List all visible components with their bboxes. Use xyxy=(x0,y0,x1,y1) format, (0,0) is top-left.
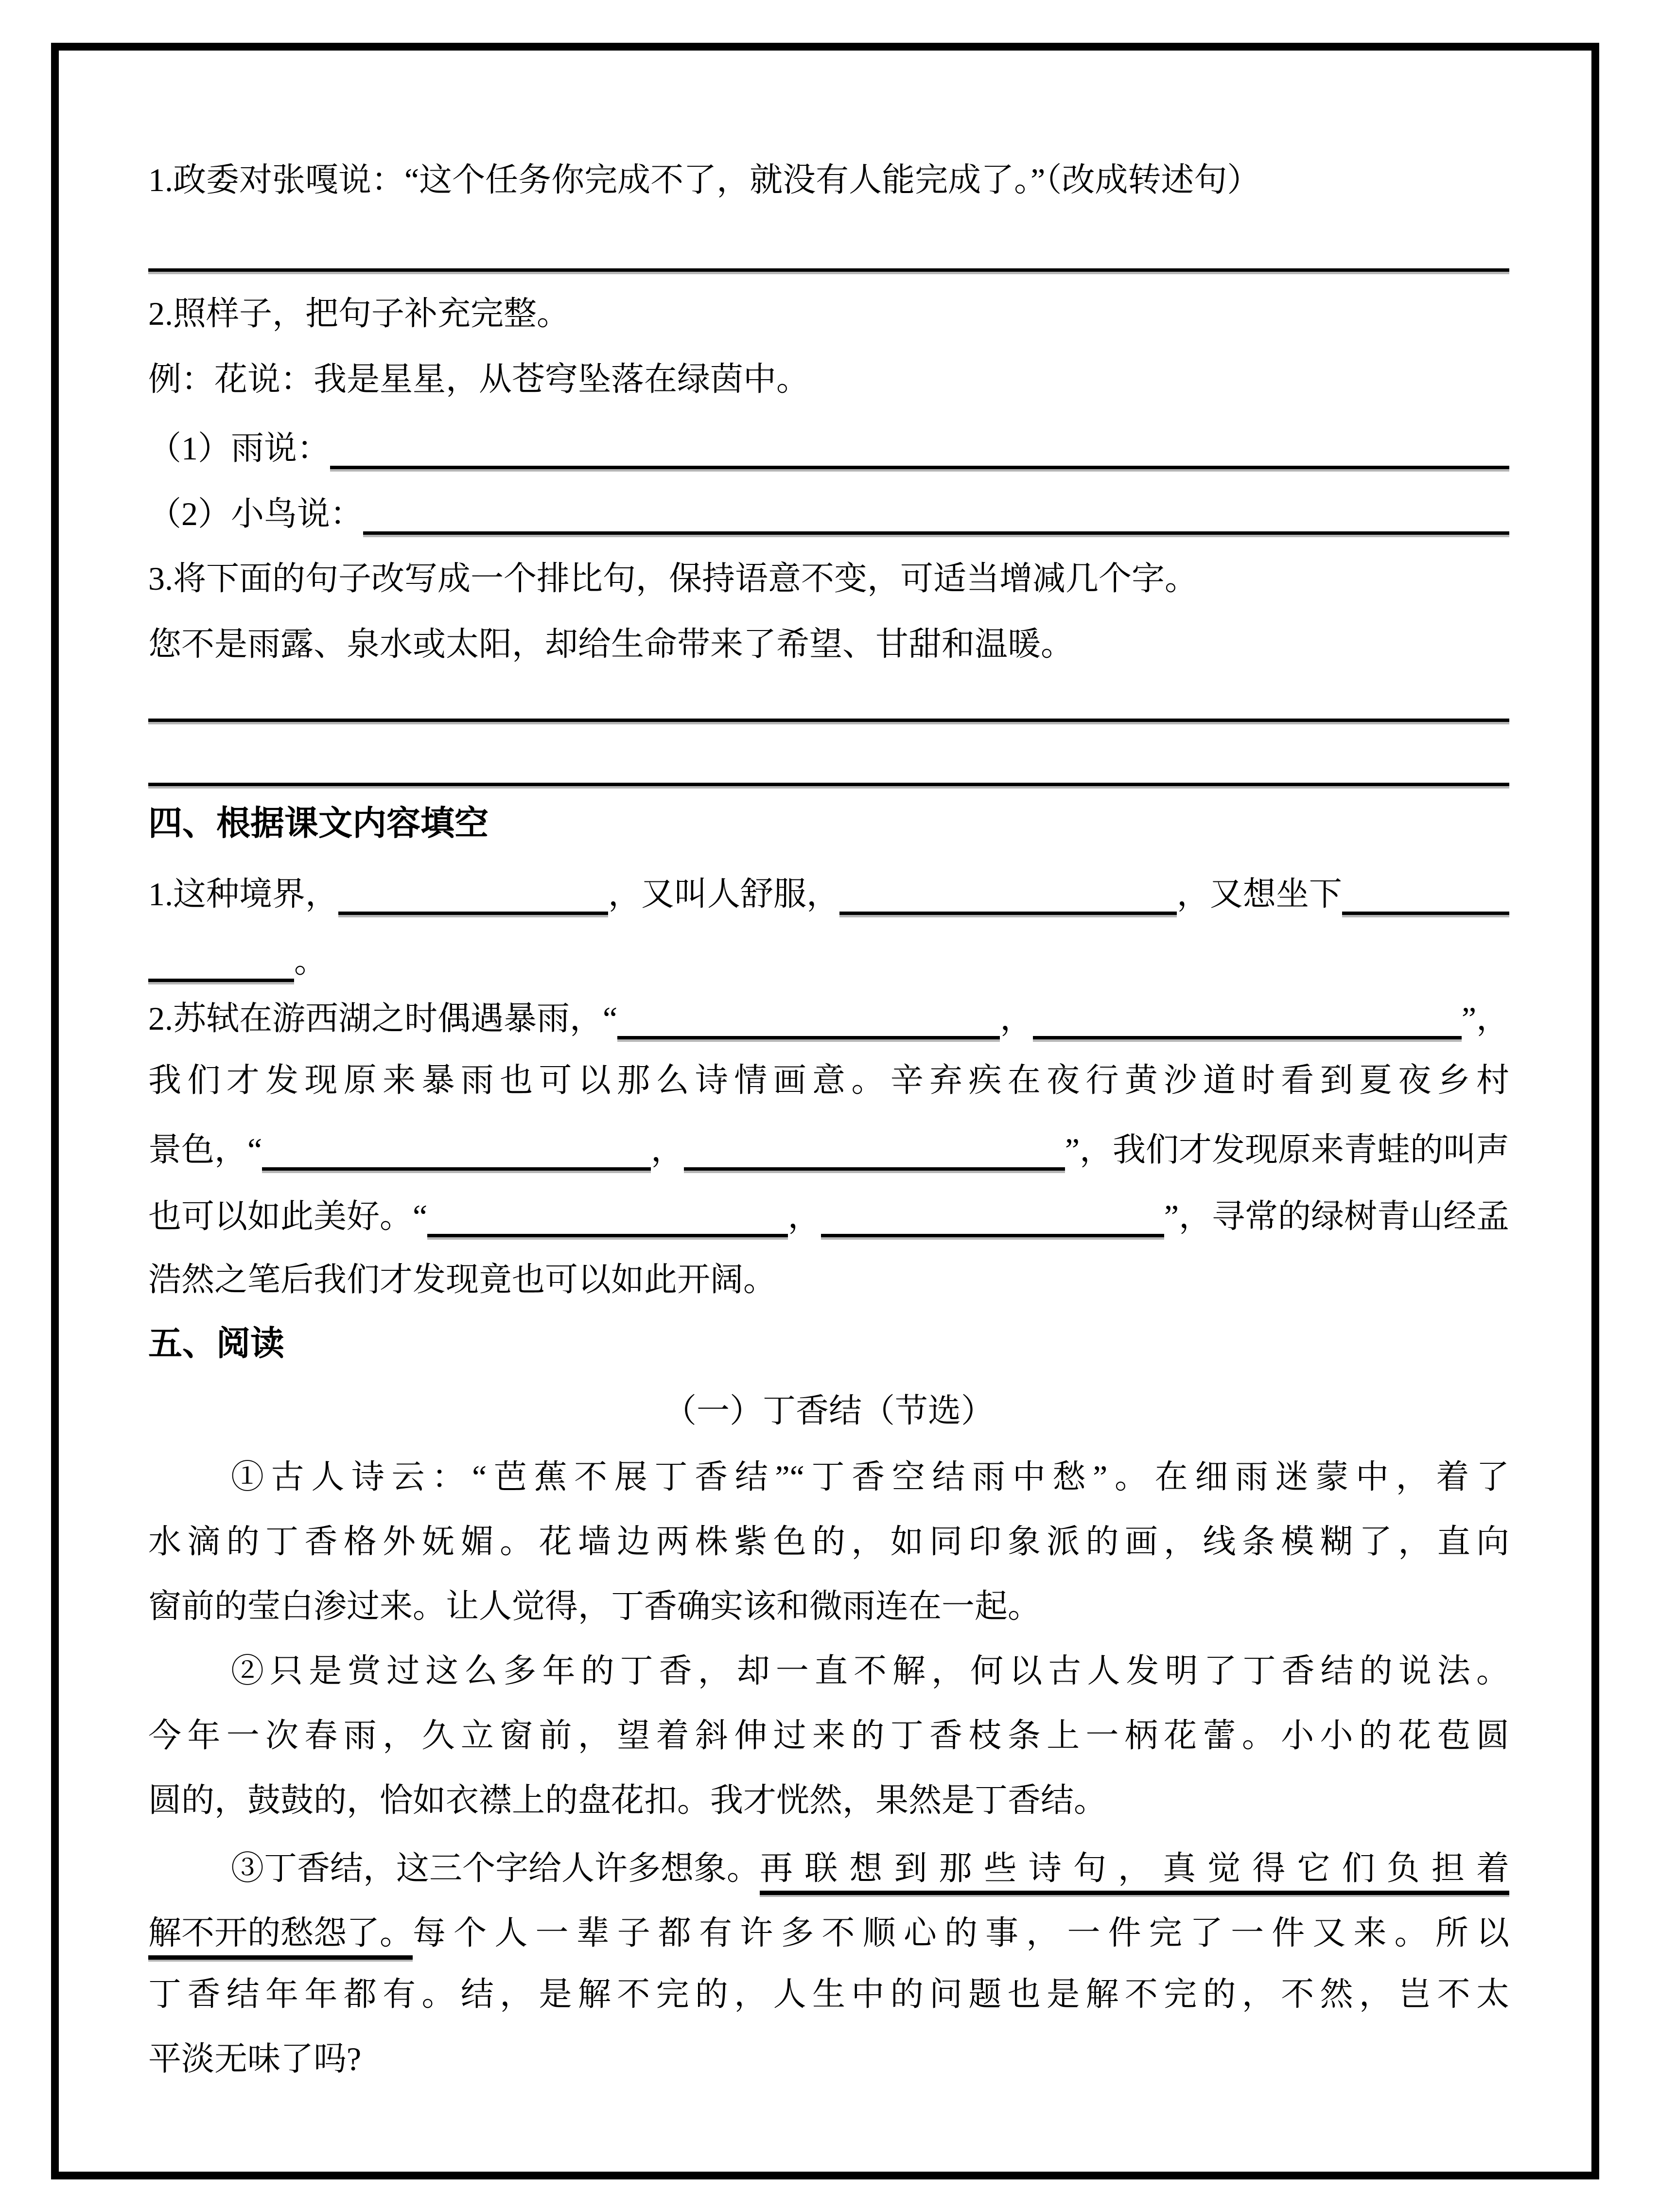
passage-para-2-line-3 xyxy=(148,1776,1509,1825)
para-3-line-2-underlined: 解不开的愁怨了。 xyxy=(148,1907,413,1954)
passage-para-2-line-1 xyxy=(148,1647,1509,1695)
para-3-line-1-normal: ③丁香结，这三个字给人许多想象。 xyxy=(231,1850,760,1887)
section-4-title-text: 四、根据课文内容填空 xyxy=(148,805,489,843)
s4-q2-part-c: ”， xyxy=(1461,1000,1509,1037)
s4-q2-blank-6 xyxy=(821,1234,1164,1237)
s4-q2-line-1 xyxy=(148,991,1509,1039)
s4-q2-blank-4 xyxy=(684,1167,1065,1171)
para-2-line-3-text: 圆的，鼓鼓的，恰如衣襟上的盘花扣。我才恍然，果然是丁香结。 xyxy=(148,1782,1107,1819)
section-4-title xyxy=(148,800,1509,848)
s4-q2-part-i: ”，寻常的绿树青山经孟 xyxy=(1164,1198,1509,1235)
question-2-example xyxy=(148,355,1509,404)
question-3-sentence xyxy=(148,620,1509,668)
item-1-answer-blank xyxy=(330,466,1509,469)
passage-para-2-line-2 xyxy=(148,1711,1509,1760)
para-1-line-3-text: 窗前的莹白渗过来。让人觉得，丁香确实该和微雨连在一起。 xyxy=(148,1588,1041,1625)
s4-q2-line-2 xyxy=(148,1056,1509,1105)
passage-para-1-line-2 xyxy=(148,1517,1509,1566)
s4-q1-line-1 xyxy=(148,866,1509,915)
s4-q2-part-h: ， xyxy=(787,1198,821,1235)
section-5-title xyxy=(148,1320,1509,1369)
question-2-intro xyxy=(148,289,1509,338)
para-3-line-3-text: 丁香结年年都有。结，是解不完的，人生中的问题也是解不完的，不然，岂不太 xyxy=(148,1976,1509,2013)
s4-q1-period: 。 xyxy=(294,943,328,980)
para-3-line-1-underlined: 再联想到那些诗句，真觉得它们负担着 xyxy=(760,1842,1509,1889)
passage-title xyxy=(148,1387,1509,1435)
item-1-label: （1）雨说： xyxy=(148,430,331,467)
s4-q2-line-5 xyxy=(148,1255,1509,1304)
question-1-text: 1.政委对张嘎说：“这个任务你完成不了，就没有人能完成了。”（改成转述句） xyxy=(148,161,1260,198)
s4-q2-part-g: 也可以如此美好。“ xyxy=(148,1198,428,1235)
s4-q2-part-a: 2.苏轼在游西湖之时偶遇暴雨，“ xyxy=(148,1000,618,1037)
s4-q1-blank-4 xyxy=(148,979,294,982)
para-2-line-2-text: 今年一次春雨，久立窗前，望着斜伸过来的丁香枝条上一柄花蕾。小小的花苞圆 xyxy=(148,1717,1509,1754)
para-1-line-1-text: ①古人诗云：“芭蕉不展丁香结”“丁香空结雨中愁”。在细雨迷蒙中，着了 xyxy=(231,1458,1509,1495)
passage-para-1-line-1 xyxy=(148,1453,1509,1501)
section-5-title-text: 五、阅读 xyxy=(148,1325,284,1363)
question-2-example-text: 例：花说：我是星星，从苍穹坠落在绿茵中。 xyxy=(148,361,810,398)
s4-q2-part-e: ， xyxy=(650,1131,684,1168)
s4-q2-part-d: 景色，“ xyxy=(148,1131,262,1168)
para-1-line-2-text: 水滴的丁香格外妩媚。花墙边两株紫色的，如同印象派的画，线条模糊了，直向 xyxy=(148,1523,1509,1560)
question-3 xyxy=(148,554,1509,603)
s4-q1-part-c: ，又想坐下 xyxy=(1176,876,1342,913)
item-2-answer-blank xyxy=(363,531,1509,535)
para-2-line-1-text: ②只是赏过这么多年的丁香，却一直不解，何以古人发明了丁香结的说法。 xyxy=(231,1652,1509,1689)
s4-q1-blank-2 xyxy=(839,912,1177,915)
para-3-line-4-text: 平淡无味了吗? xyxy=(148,2040,362,2077)
s4-q2-blank-1 xyxy=(617,1036,1000,1039)
s4-q2-part-f: ”，我们才发现原来青蛙的叫声 xyxy=(1065,1131,1509,1168)
passage-para-3-line-3 xyxy=(148,1970,1509,2019)
question-2-item-2 xyxy=(148,486,1509,535)
answer-rule-q3-line1 xyxy=(148,719,1509,722)
s4-q2-blank-3 xyxy=(262,1167,651,1171)
s4-q2-line-5-text: 浩然之笔后我们才发现竟也可以如此开阔。 xyxy=(148,1261,777,1298)
passage-para-3-line-2 xyxy=(148,1905,1509,1954)
answer-rule-q3-line2 xyxy=(148,783,1509,786)
s4-q1-line-2 xyxy=(148,933,1509,982)
s4-q1-blank-3 xyxy=(1342,912,1509,915)
passage-title-text: （一）丁香结（节选） xyxy=(663,1392,994,1429)
question-3-text: 3.将下面的句子改写成一个排比句，保持语意不变，可适当增减几个字。 xyxy=(148,560,1198,597)
s4-q2-part-b: ， xyxy=(1000,1000,1033,1037)
item-2-label: （2）小鸟说： xyxy=(148,495,364,532)
s4-q1-blank-1 xyxy=(338,912,608,915)
s4-q2-blank-2 xyxy=(1033,1036,1462,1039)
para-3-line-2-normal: 每个人一辈子都有许多不顺心的事，一件完了一件又来。所以 xyxy=(413,1914,1509,1951)
s4-q1-part-a: 1.这种境界， xyxy=(148,876,339,913)
question-1 xyxy=(148,156,1509,204)
s4-q1-part-b: ，又叫人舒服， xyxy=(608,876,840,913)
passage-para-1-line-3 xyxy=(148,1582,1509,1631)
question-2-item-1 xyxy=(148,421,1509,469)
passage-para-3-line-4 xyxy=(148,2035,1509,2083)
question-2-intro-text: 2.照样子，把句子补充完整。 xyxy=(148,295,570,332)
s4-q2-blank-5 xyxy=(427,1234,787,1237)
answer-rule-q1 xyxy=(148,268,1509,272)
s4-q2-line-2-text: 我们才发现原来暴雨也可以那么诗情画意。辛弃疾在夜行黄沙道时看到夏夜乡村 xyxy=(148,1062,1509,1099)
s4-q2-line-3 xyxy=(148,1122,1509,1171)
passage-para-3-line-1 xyxy=(148,1841,1509,1889)
question-3-sentence-text: 您不是雨露、泉水或太阳，却给生命带来了希望、甘甜和温暖。 xyxy=(148,626,1074,663)
s4-q2-line-4 xyxy=(148,1189,1509,1237)
